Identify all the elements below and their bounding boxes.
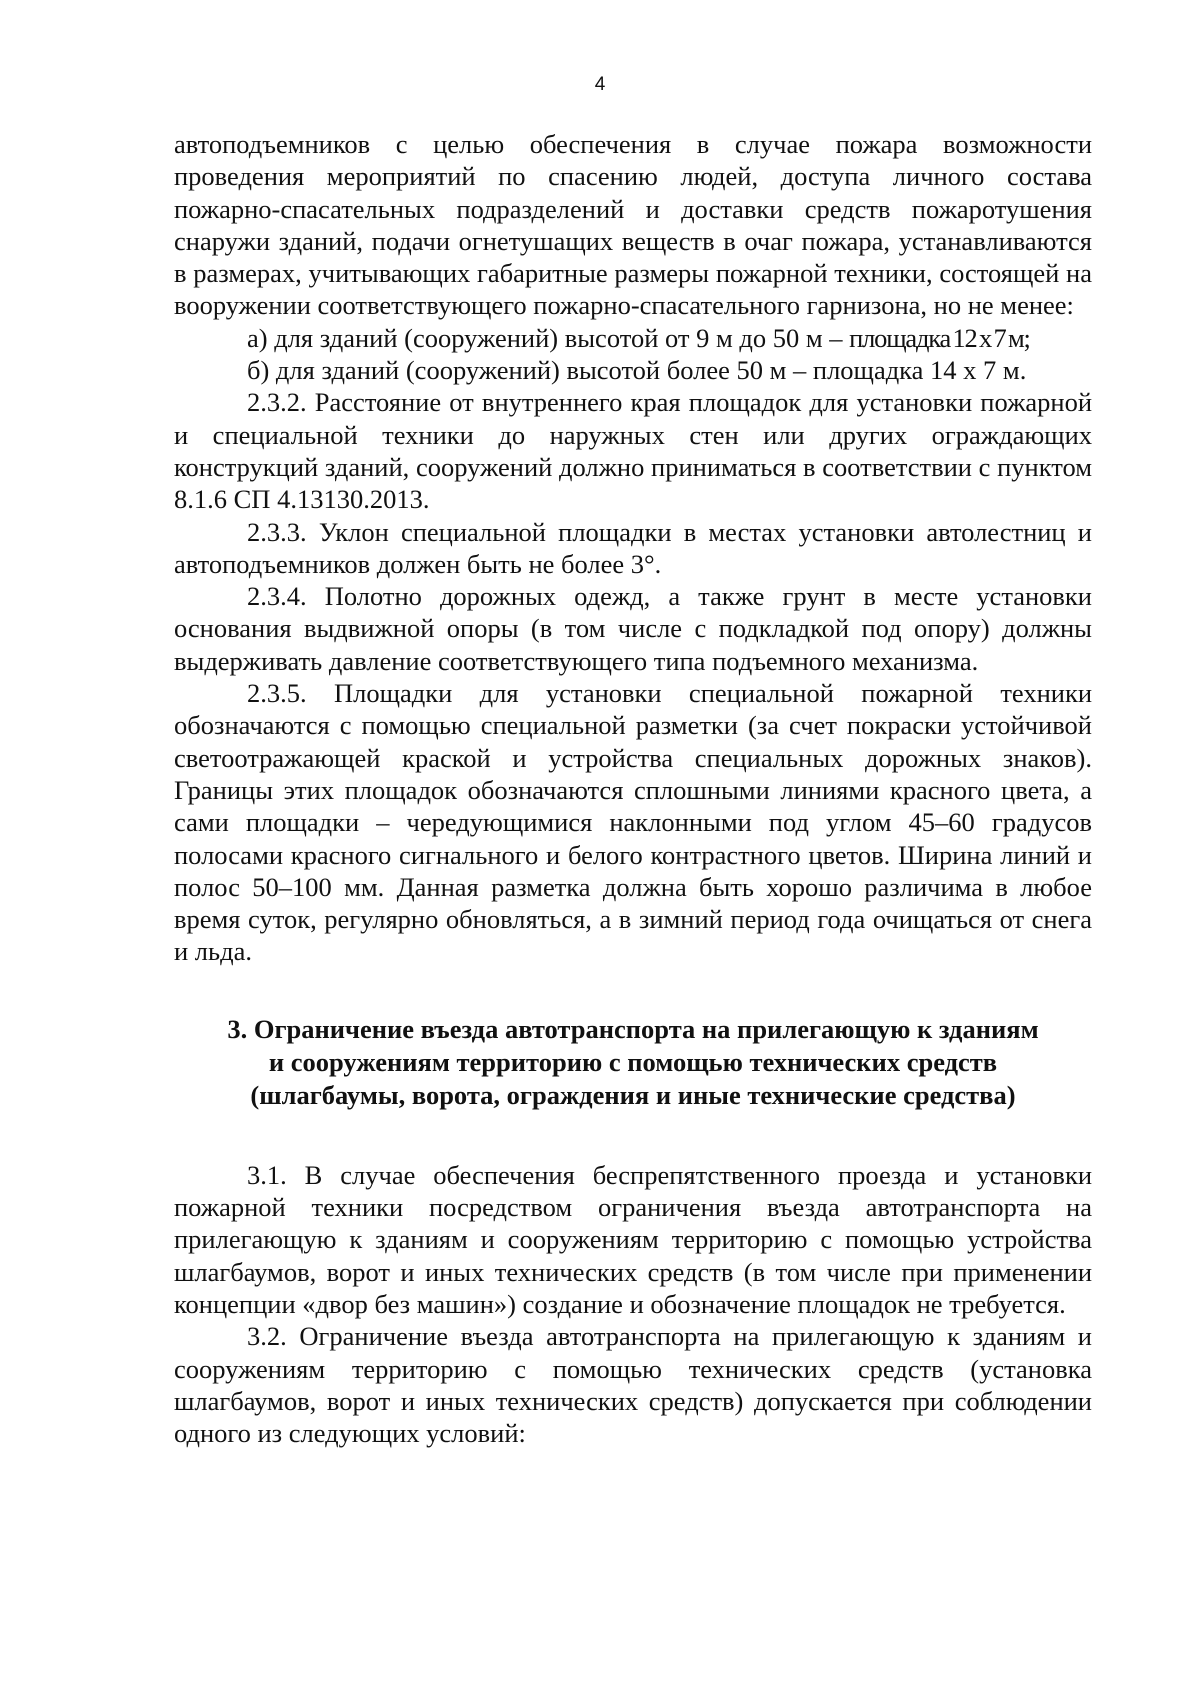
- list-item-a-text: а) для зданий (сооружений) высотой от 9 м до 50 м –: [247, 322, 850, 353]
- page-number: 4: [594, 74, 606, 95]
- section-3-heading-line: (шлагбаумы, ворота, ограждения и иные технические средства): [250, 1079, 1016, 1110]
- list-item-b: б) для зданий (сооружений) высотой более 50 м – площадка 14 х 7 м.: [247, 355, 1027, 386]
- paragraph-continuation: автоподъемников с целью обеспечения в случае пожара возможности проведения мероприятий по спасению людей, доступа личного состава пожарно-спасательных подразделений и доставки средств пожаротушения снаружи зданий, подачи огнетушащих веществ в очаг пожара, устанавливаются в размерах, учитывающих габаритные размеры пожарной техники, состоящей на вооружении соответствующего пожарно-спасательного гарнизона, но не менее:: [174, 129, 1092, 321]
- section-3-heading-line: 3. Ограничение въезда автотранспорта на прилегающую к зданиям: [227, 1013, 1039, 1044]
- section-3-heading: [174, 1013, 1092, 1112]
- paragraph-2-3-2: 2.3.2. Расстояние от внутреннего края площадок для установки пожарной и специальной техники до наружных стен или других ограждающих конструкций зданий, сооружений должно приниматься в соответствии с пунктом 8.1.6 СП 4.13130.2013.: [174, 387, 1092, 515]
- paragraph-2-3-5: 2.3.5. Площадки для установки специальной пожарной техники обозначаются с помощью специальной разметки (за счет покраски устойчивой светоотражающей краской и устройства специальных дорожных знаков). Границы этих площадок обозначаются сплошными линиями красного цвета, а сами площадки – чередующимися наклонными под углом 45–60 градусов полосами красного сигнального и белого контрастного цветов. Ширина линий и полос 50–100 мм. Данная разметка должна быть хорошо различима в любое время суток, регулярно обновляться, а в зимний период года очищаться от снега и льда.: [174, 678, 1092, 967]
- paragraph-3-1: 3.1. В случае обеспечения беспрепятственного проезда и установки пожарной техники посредством ограничения въезда автотранспорта на прилегающую к зданиям и сооружениям территорию с помощью устройства шлагбаумов, ворот и иных технических средств (в том числе при применении концепции «двор без машин») создание и обозначение площадок не требуется.: [174, 1159, 1092, 1319]
- list-item-a: [174, 322, 1092, 354]
- paragraph-2-3-3: 2.3.3. Уклон специальной площадки в местах установки автолестниц и автоподъемников должен быть не более 3°.: [174, 516, 1092, 579]
- document-body: [174, 128, 1092, 1449]
- paragraph-2-3-4: 2.3.4. Полотно дорожных одежд, а также грунт в месте установки основания выдвижной опоры (в том числе с подкладкой под опору) должны выдерживать давление соответствующего типа подъемного механизма.: [174, 581, 1092, 676]
- paragraph-3-2: 3.2. Ограничение въезда автотранспорта на прилегающую к зданиям и сооружениям территорию с помощью технических средств (установка шлагбаумов, ворот и иных технических средств) допускается при соблюдении одного из следующих условий:: [174, 1321, 1092, 1449]
- list-item-a-size: площадка 12 х 7 м;: [849, 322, 1030, 353]
- section-3-heading-line: и сооружениям территорию с помощью технических средств: [268, 1046, 998, 1077]
